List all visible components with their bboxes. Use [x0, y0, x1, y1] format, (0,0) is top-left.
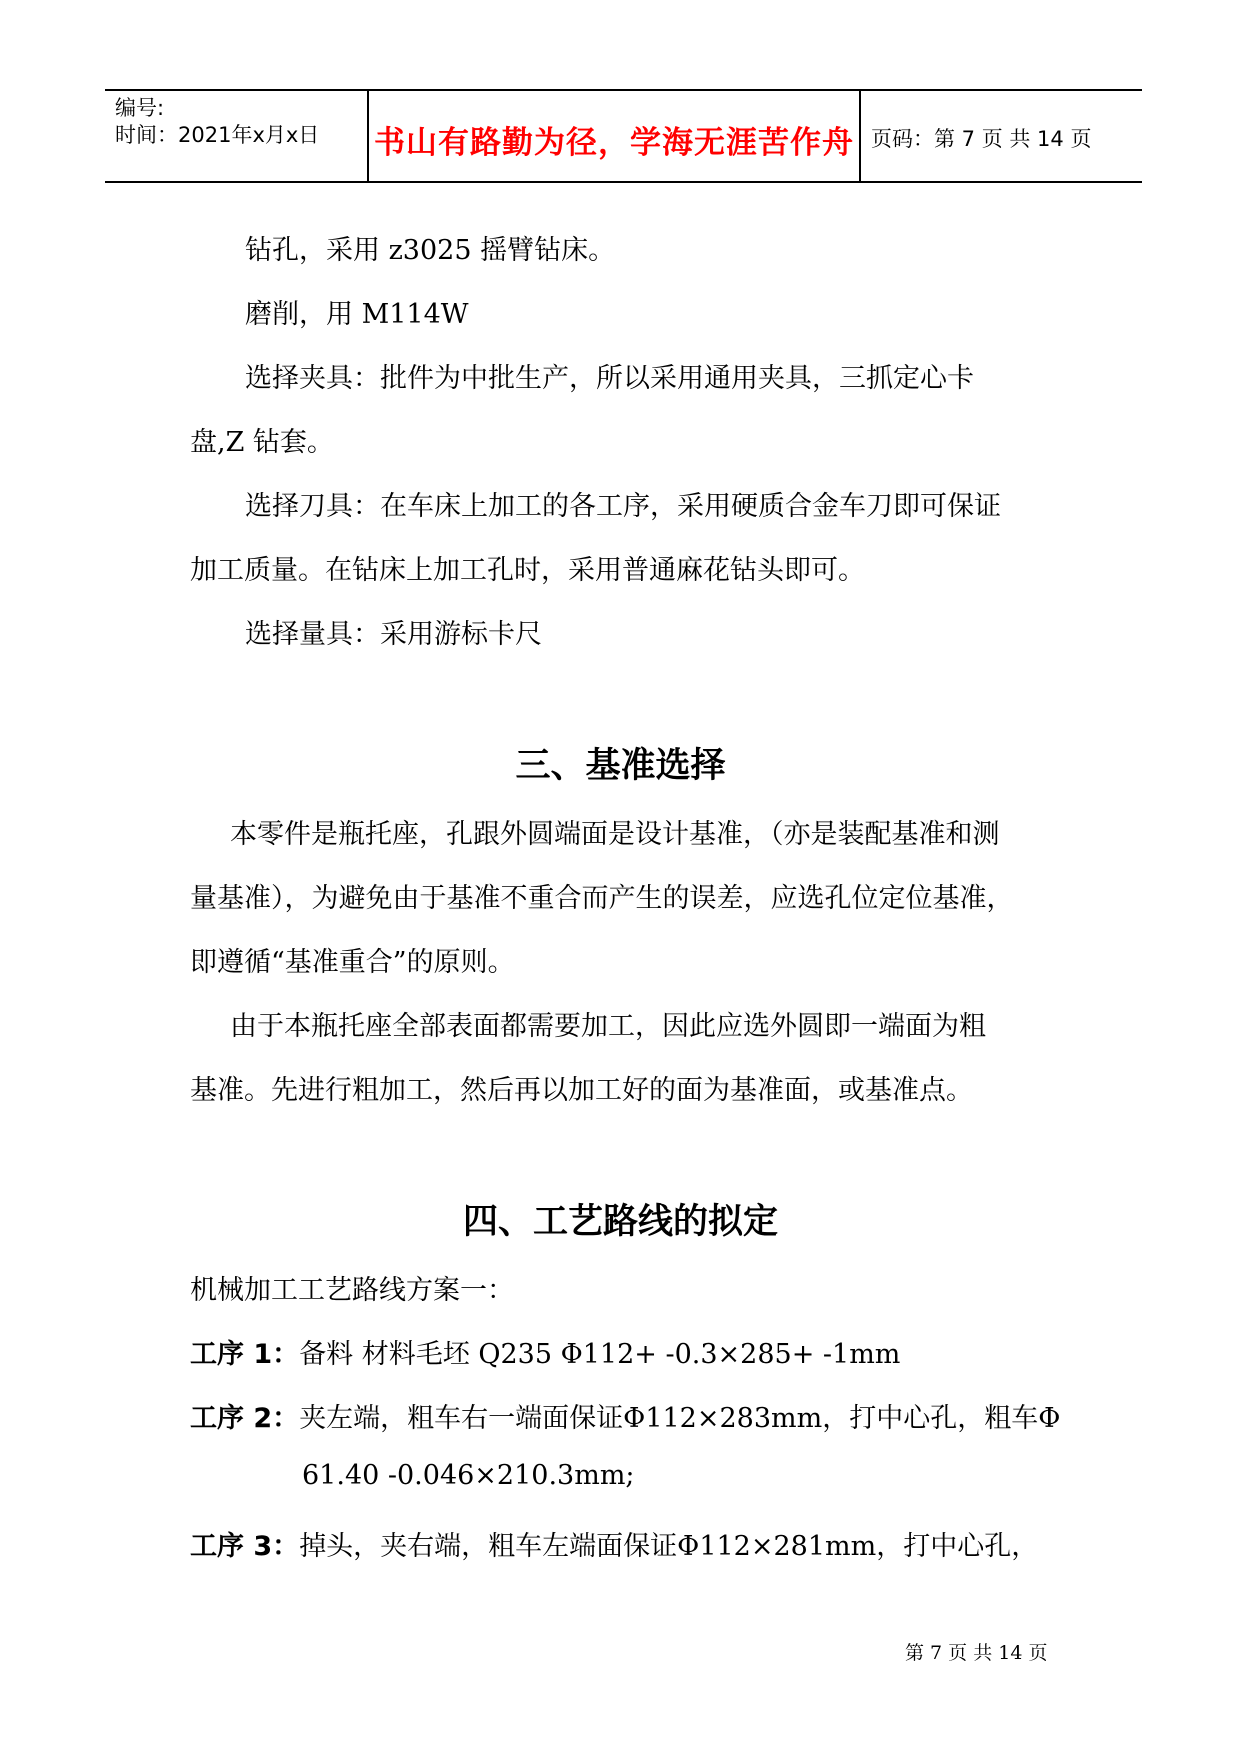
step-label: 工序 1： [190, 1339, 300, 1370]
step-text: 掉头，夹右端，粗车左端面保证Φ112×281mm，打中心孔， [299, 1531, 1039, 1562]
page-header [105, 89, 1142, 183]
step-label: 工序 2： [190, 1403, 300, 1434]
paragraph-tools-line1: 选择刀具：在车床上加工的各工序，采用硬质合金车刀即可保证 [245, 491, 1001, 522]
time-label: 时间：2021年x月x日 [115, 123, 320, 147]
datum-para1-line2: 量基准），为避免由于基准不重合而产生的误差，应选孔位定位基准， [190, 883, 1014, 914]
step-text: 备料 材料毛坯 Q235 Φ112+ -0.3×285+ -1mm [299, 1339, 901, 1370]
process-intro: 机械加工工艺路线方案一： [190, 1275, 514, 1306]
page-footer: 第 7 页 共 14 页 [905, 1642, 1048, 1664]
header-divider [859, 91, 861, 181]
step-label: 工序 3： [190, 1531, 300, 1562]
process-step-2 [190, 1396, 1060, 1435]
paragraph-drilling: 钻孔，采用 z3025 摇臂钻床。 [245, 235, 616, 266]
paragraph-tools-line2: 加工质量。在钻床上加工孔时，采用普通麻花钻头即可。 [190, 555, 865, 586]
header-motto: 书山有路勤为径，学海无涯苦作舟 [374, 125, 854, 161]
process-step-3 [190, 1524, 1038, 1563]
datum-para1-line3: 即遵循“基准重合”的原则。 [190, 947, 515, 978]
paragraph-gauges: 选择量具：采用游标卡尺 [245, 619, 542, 650]
paragraph-fixture-line1: 选择夹具：批件为中批生产，所以采用通用夹具，三抓定心卡 [245, 363, 974, 394]
datum-para2-line1: 由于本瓶托座全部表面都需要加工，因此应选外圆即一端面为粗 [230, 1011, 986, 1042]
serial-label: 编号: [115, 96, 165, 120]
process-step-1 [190, 1332, 900, 1371]
section-heading-process-route: 四、工艺路线的拟定 [462, 1201, 778, 1242]
step-text: 夹左端，粗车右一端面保证Φ112×283mm，打中心孔，粗车Φ [299, 1403, 1061, 1434]
header-page-label: 页码：第 7 页 共 14 页 [871, 127, 1092, 151]
process-step-2-continued: 61.40 -0.046×210.3mm; [302, 1460, 635, 1491]
section-heading-datum: 三、基准选择 [515, 745, 726, 786]
paragraph-fixture-line2: 盘,Z 钻套。 [190, 427, 334, 458]
header-meta [115, 95, 319, 149]
datum-para1-line1: 本零件是瓶托座，孔跟外圆端面是设计基准，（亦是装配基准和测 [230, 819, 1000, 850]
paragraph-grinding: 磨削，用 M114W [245, 299, 469, 330]
datum-para2-line2: 基准。先进行粗加工，然后再以加工好的面为基准面，或基准点。 [190, 1075, 973, 1106]
